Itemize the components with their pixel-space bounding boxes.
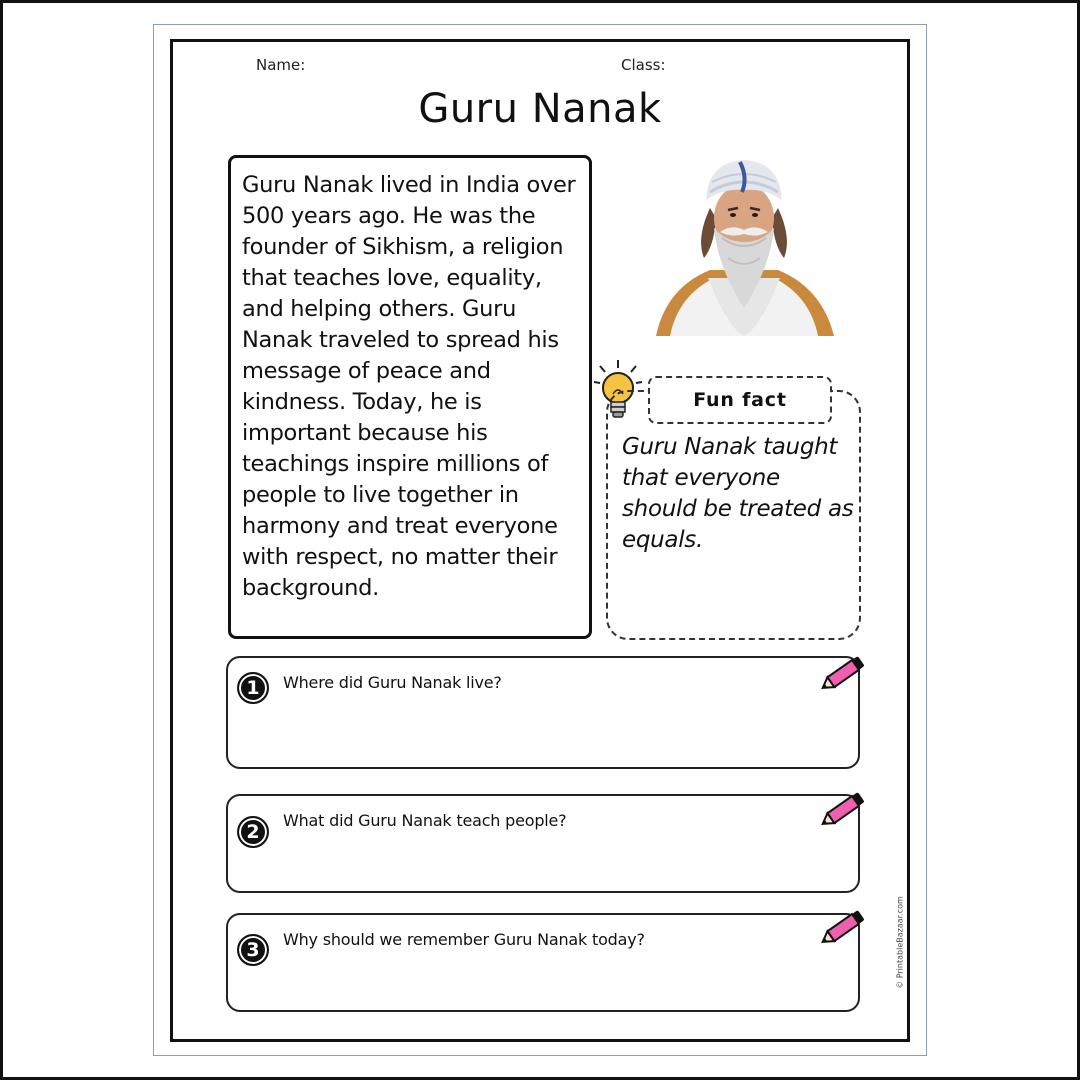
copyright-credit: © PrintableBazaar.com [895,896,905,989]
question-number-1: 1 [237,672,269,704]
question-2-text: What did Guru Nanak teach people? [283,811,567,830]
reading-passage [228,155,592,639]
pencil-icon [818,786,870,832]
answer-box-3[interactable] [226,913,860,1012]
pencil-icon [818,904,870,950]
question-1-text: Where did Guru Nanak live? [283,673,502,692]
fun-fact-text: Guru Nanak taught that everyone should be treated as equals. [622,434,854,553]
fun-fact-label: Fun fact [648,376,832,424]
question-3-text: Why should we remember Guru Nanak today? [283,930,645,949]
class-label: Class: [621,56,666,74]
question-number-3: 3 [237,934,269,966]
answer-box-2[interactable] [226,794,860,893]
name-label: Name: [256,56,306,74]
guru-portrait-illustration [648,158,840,346]
question-number-2: 2 [237,816,269,848]
pencil-icon [818,650,870,696]
passage-text: Guru Nanak lived in India over 500 years ago. He was the founder of Sikhism, a religion that teaches love, equality, and helping others. Guru Nanak traveled to spread his message of peace and kindness. Today, he is important because his teachings inspire millions of people to live together in harmony and treat everyone with respect, no matter their background. [242,172,576,601]
page-title: Guru Nanak [418,86,662,132]
